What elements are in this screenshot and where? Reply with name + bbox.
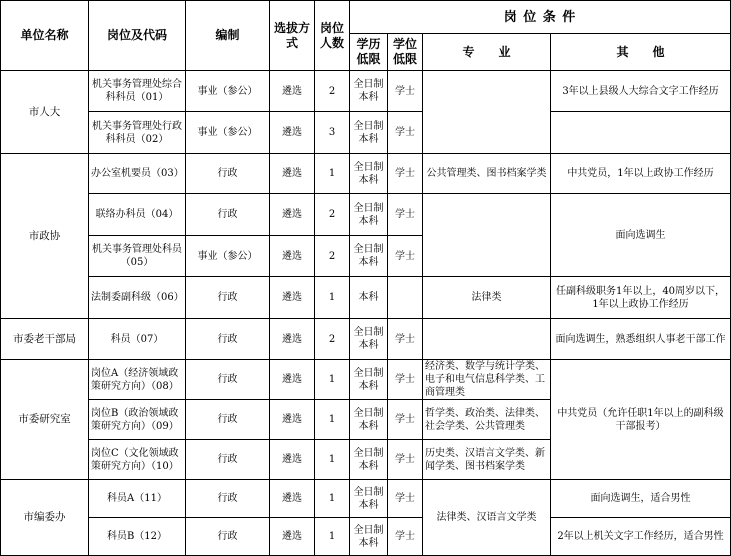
count-cell: 1 [315, 400, 350, 440]
degree-cell: 学士 [388, 319, 423, 360]
method-cell: 遴选 [270, 277, 315, 319]
header-conditions: 岗 位 条 件 [350, 1, 731, 34]
unit-cell: 市人大 [1, 71, 89, 154]
post-cell: 法制委副科级（06） [89, 277, 186, 319]
edu-cell: 全日制本科 [350, 518, 388, 556]
degree-cell: 学士 [388, 236, 423, 277]
method-cell: 遴选 [270, 71, 315, 112]
other-cell: 面向选调生 [551, 194, 731, 277]
post-cell: 科员A（11） [89, 480, 186, 518]
unit-cell: 市编委办 [1, 480, 89, 556]
edu-cell: 全日制本科 [350, 154, 388, 194]
method-cell: 遴选 [270, 480, 315, 518]
unit-cell: 市委研究室 [1, 360, 89, 480]
edu-cell: 全日制本科 [350, 480, 388, 518]
method-cell: 遴选 [270, 319, 315, 360]
count-cell: 2 [315, 194, 350, 236]
header-count: 岗位人数 [315, 1, 350, 71]
other-cell [551, 112, 731, 154]
method-cell: 遴选 [270, 154, 315, 194]
header-unit: 单位名称 [1, 1, 89, 71]
post-cell: 岗位C（文化领域政策研究方向）（10） [89, 440, 186, 480]
staffing-cell: 行政 [186, 480, 270, 518]
table-row [1, 112, 731, 154]
staffing-cell: 事业（参公） [186, 236, 270, 277]
major-cell [423, 194, 551, 277]
degree-cell: 学士 [388, 480, 423, 518]
staffing-cell: 行政 [186, 154, 270, 194]
post-cell: 联络办科员（04） [89, 194, 186, 236]
degree-cell [388, 277, 423, 319]
degree-cell: 学士 [388, 518, 423, 556]
other-cell: 2年以上机关文字工作经历，适合男性 [551, 518, 731, 556]
method-cell: 遴选 [270, 360, 315, 400]
method-cell: 遴选 [270, 440, 315, 480]
header-staffing: 编制 [186, 1, 270, 71]
header-degree: 学位低限 [388, 34, 423, 71]
header-edu: 学历低限 [350, 34, 388, 71]
method-cell: 遴选 [270, 194, 315, 236]
staffing-cell: 事业（参公） [186, 71, 270, 112]
major-cell: 法律类、汉语言文学类 [423, 480, 551, 556]
edu-cell: 全日制本科 [350, 112, 388, 154]
other-cell: 中共党员，1年以上政协工作经历 [551, 154, 731, 194]
degree-cell: 学士 [388, 154, 423, 194]
method-cell: 遴选 [270, 518, 315, 556]
table-row [1, 277, 731, 319]
other-cell: 3年以上县级人大综合文字工作经历 [551, 71, 731, 112]
post-cell: 办公室机要员（03） [89, 154, 186, 194]
edu-cell: 全日制本科 [350, 400, 388, 440]
other-cell: 面向选调生，适合男性 [551, 480, 731, 518]
degree-cell: 学士 [388, 360, 423, 400]
post-cell: 机关事务管理处行政科科员（02） [89, 112, 186, 154]
method-cell: 遴选 [270, 236, 315, 277]
degree-cell: 学士 [388, 400, 423, 440]
major-cell: 哲学类、政治类、法律类、社会学类、公共管理类 [423, 400, 551, 440]
major-cell: 历史类、汉语言文学类、新闻学类、图书档案学类 [423, 440, 551, 480]
edu-cell: 全日制本科 [350, 360, 388, 400]
major-cell [423, 319, 551, 360]
major-cell: 公共管理类、图书档案学类 [423, 154, 551, 194]
staffing-cell: 行政 [186, 518, 270, 556]
degree-cell: 学士 [388, 112, 423, 154]
count-cell: 2 [315, 71, 350, 112]
degree-cell: 学士 [388, 194, 423, 236]
count-cell: 1 [315, 277, 350, 319]
count-cell: 1 [315, 154, 350, 194]
table-row [1, 154, 731, 194]
post-cell: 岗位A（经济领域政策研究方向）（08） [89, 360, 186, 400]
degree-cell: 学士 [388, 71, 423, 112]
staffing-cell: 事业（参公） [186, 112, 270, 154]
edu-cell: 全日制本科 [350, 71, 388, 112]
table-row [1, 319, 731, 360]
count-cell: 3 [315, 112, 350, 154]
edu-cell: 全日制本科 [350, 236, 388, 277]
staffing-cell: 行政 [186, 400, 270, 440]
count-cell: 2 [315, 236, 350, 277]
post-cell: 机关事务管理处综合科科员（01） [89, 71, 186, 112]
unit-cell: 市委老干部局 [1, 319, 89, 360]
table-row [1, 194, 731, 236]
count-cell: 1 [315, 480, 350, 518]
unit-cell: 市政协 [1, 154, 89, 319]
degree-cell: 学士 [388, 440, 423, 480]
count-cell: 1 [315, 360, 350, 400]
header-other: 其 他 [551, 34, 731, 71]
table-row [1, 480, 731, 518]
staffing-cell: 行政 [186, 440, 270, 480]
edu-cell: 本科 [350, 277, 388, 319]
edu-cell: 全日制本科 [350, 194, 388, 236]
header-method: 选拔方式 [270, 1, 315, 71]
major-cell: 法律类 [423, 277, 551, 319]
post-cell: 岗位B（政治领域政策研究方向）（09） [89, 400, 186, 440]
staffing-cell: 行政 [186, 194, 270, 236]
other-cell: 任副科级职务1年以上，40周岁以下，1年以上政协工作经历 [551, 277, 731, 319]
header-post: 岗位及代码 [89, 1, 186, 71]
method-cell: 遴选 [270, 400, 315, 440]
header-major: 专 业 [423, 34, 551, 71]
count-cell: 2 [315, 319, 350, 360]
count-cell: 1 [315, 518, 350, 556]
major-cell [423, 71, 551, 154]
major-cell: 经济类、数学与统计学类、电子和电气信息科学类、工商管理类 [423, 360, 551, 400]
other-cell: 中共党员（允许任职1年以上的副科级干部报考） [551, 360, 731, 480]
method-cell: 遴选 [270, 112, 315, 154]
count-cell: 1 [315, 440, 350, 480]
post-cell: 科员B（12） [89, 518, 186, 556]
staffing-cell: 行政 [186, 360, 270, 400]
edu-cell: 全日制本科 [350, 440, 388, 480]
staffing-cell: 行政 [186, 319, 270, 360]
edu-cell: 全日制本科 [350, 319, 388, 360]
other-cell: 面向选调生，熟悉组织人事老干部工作 [551, 319, 731, 360]
table-row [1, 360, 731, 400]
post-cell: 科员（07） [89, 319, 186, 360]
table-row [1, 71, 731, 112]
post-cell: 机关事务管理处科员（05） [89, 236, 186, 277]
staffing-cell: 行政 [186, 277, 270, 319]
